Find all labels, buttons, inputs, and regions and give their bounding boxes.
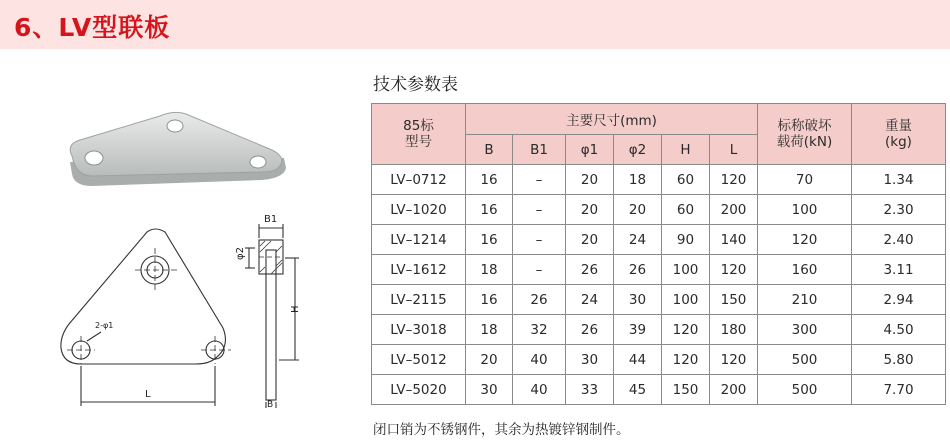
cell-phi2: 44 [614,345,662,375]
header-b1: B1 [513,135,566,165]
cell-weight: 2.94 [852,285,946,315]
cell-phi2: 26 [614,255,662,285]
cell-weight: 2.30 [852,195,946,225]
cell-phi1: 30 [566,345,614,375]
cell-l: 140 [710,225,758,255]
table-row [372,255,946,285]
cell-l: 200 [710,195,758,225]
cell-phi2: 24 [614,225,662,255]
cell-phi2: 18 [614,165,662,195]
cell-h: 100 [662,255,710,285]
cell-b1: – [513,255,566,285]
cell-weight: 5.80 [852,345,946,375]
cell-model: LV–5012 [372,345,466,375]
cell-weight: 4.50 [852,315,946,345]
cell-model: LV–5020 [372,375,466,405]
cell-h: 120 [662,315,710,345]
cell-load: 160 [758,255,852,285]
header-l: L [710,135,758,165]
cell-phi1: 33 [566,375,614,405]
cell-load: 100 [758,195,852,225]
cell-load: 500 [758,345,852,375]
table-row [372,285,946,315]
cell-b1: 32 [513,315,566,345]
table-heading: 技术参数表 [373,75,458,95]
cell-l: 120 [710,255,758,285]
label-b: B [267,400,274,410]
cell-b: 30 [466,375,513,405]
label-h: H [290,305,301,313]
cell-phi2: 20 [614,195,662,225]
header-b: B [466,135,513,165]
cell-load: 120 [758,225,852,255]
cell-b1: – [513,165,566,195]
cell-l: 200 [710,375,758,405]
technical-drawing [55,210,305,410]
header-weight: 重量 (kg) [852,104,946,165]
header-strength: 标称破坏 载荷(kN) [758,104,852,165]
cell-l: 180 [710,315,758,345]
cell-b1: – [513,225,566,255]
cell-phi1: 26 [566,255,614,285]
cell-phi1: 20 [566,165,614,195]
table-row [372,345,946,375]
cell-b: 16 [466,225,513,255]
table-row [372,375,946,405]
spec-table [371,103,946,405]
cell-phi2: 45 [614,375,662,405]
cell-phi2: 30 [614,285,662,315]
header-phi1: φ1 [566,135,614,165]
cell-model: LV–1214 [372,225,466,255]
cell-b: 20 [466,345,513,375]
cell-load: 300 [758,315,852,345]
label-l: L [145,389,151,400]
cell-b1: 40 [513,345,566,375]
cell-l: 120 [710,165,758,195]
cell-b1: – [513,195,566,225]
cell-b: 18 [466,315,513,345]
cell-b: 16 [466,165,513,195]
table-row [372,315,946,345]
cell-h: 90 [662,225,710,255]
page-title: 6、LV型联板 [14,13,171,42]
table-row [372,225,946,255]
cell-model: LV–0712 [372,165,466,195]
cell-h: 150 [662,375,710,405]
cell-h: 60 [662,165,710,195]
cell-phi1: 26 [566,315,614,345]
cell-weight: 1.34 [852,165,946,195]
cell-phi1: 20 [566,225,614,255]
material-note: 闭口销为不锈钢件，其余为热镀锌钢制件。 [373,422,630,438]
header-main-dims: 主要尺寸(mm) [466,104,758,135]
cell-b: 16 [466,285,513,315]
label-b1: B1 [264,214,278,225]
cell-b1: 26 [513,285,566,315]
cell-phi2: 39 [614,315,662,345]
cell-weight: 3.11 [852,255,946,285]
product-photo [62,104,292,194]
cell-weight: 2.40 [852,225,946,255]
cell-weight: 7.70 [852,375,946,405]
cell-b: 18 [466,255,513,285]
cell-model: LV–1612 [372,255,466,285]
cell-phi1: 24 [566,285,614,315]
cell-load: 70 [758,165,852,195]
cell-model: LV–1020 [372,195,466,225]
cell-b: 16 [466,195,513,225]
cell-h: 60 [662,195,710,225]
cell-h: 120 [662,345,710,375]
cell-b1: 40 [513,375,566,405]
cell-h: 100 [662,285,710,315]
label-hole: 2-φ1 [95,321,114,330]
cell-l: 120 [710,345,758,375]
table-row [372,165,946,195]
label-phi2: φ2 [235,247,246,260]
cell-load: 500 [758,375,852,405]
cell-model: LV–2115 [372,285,466,315]
header-phi2: φ2 [614,135,662,165]
table-row [372,195,946,225]
title-bar [0,0,950,49]
cell-load: 210 [758,285,852,315]
cell-phi1: 20 [566,195,614,225]
header-h: H [662,135,710,165]
header-model: 85标 型号 [372,104,466,165]
cell-l: 150 [710,285,758,315]
cell-model: LV–3018 [372,315,466,345]
